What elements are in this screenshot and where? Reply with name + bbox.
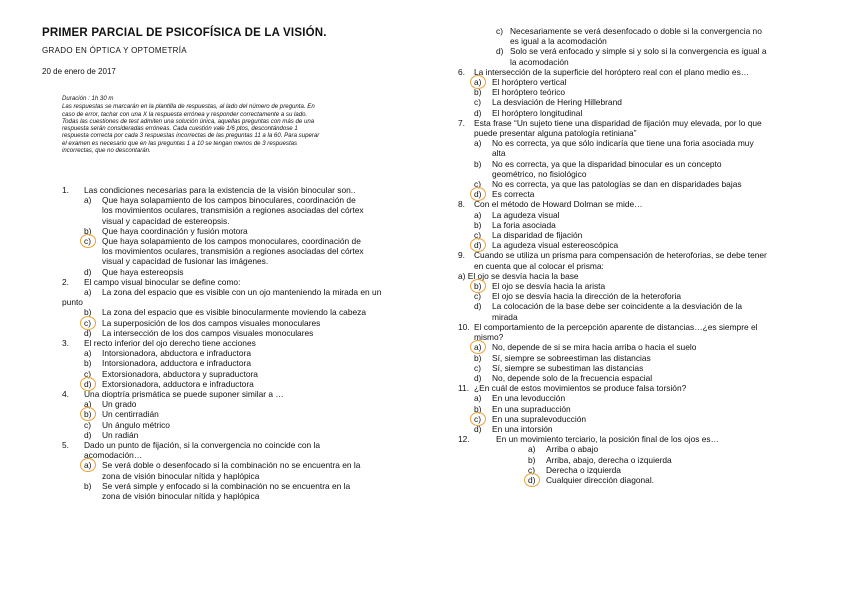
answer-option[interactable]: [458, 108, 818, 118]
answer-option[interactable]: [458, 353, 818, 363]
answer-option[interactable]: [62, 409, 412, 419]
question-text: en cuenta que al colocar el prisma:: [474, 260, 604, 271]
question: [458, 26, 818, 67]
answer-option[interactable]: [62, 379, 412, 389]
question-text: Con el método de Howard Dolman se mide…: [474, 199, 643, 210]
option-text: Que haya estereopsis: [102, 266, 184, 277]
instructions-line: Todas las cuestiones de test admiten una solución única, aquellas preguntas con más de una: [62, 117, 315, 125]
option-text: Extorsionadora, adductora e infraductora: [102, 378, 254, 389]
option-text: En una intorsión: [492, 423, 553, 434]
option-text: En una levoducción: [492, 393, 566, 404]
option-text: Extorsionadora, abductora y supraductora: [102, 368, 258, 379]
question-number: 6.: [458, 66, 465, 77]
option-text: El ojo se desvía hacia la dirección de la heteroforia: [492, 291, 682, 302]
option-label: b): [84, 307, 92, 318]
page-title: PRIMER PARCIAL DE PSICOFÍSICA DE LA VISIÓN.: [42, 27, 327, 39]
option-text: Es correcta: [492, 189, 535, 200]
answer-option[interactable]: [62, 460, 412, 480]
option-label: b): [84, 225, 92, 236]
instructions-line: caso de error, tachar con una X la respuesta errónea y responder correctamente a su lado.: [62, 110, 308, 118]
option-label: d): [84, 378, 92, 389]
option-text: Intorsionadora, abductora e infraductora: [102, 348, 251, 359]
option-text: El ojo se desvía hacia la arista: [492, 281, 606, 292]
question: [458, 322, 818, 383]
option-label: a): [84, 348, 92, 359]
option-label: c): [528, 464, 535, 475]
option-label: d): [84, 429, 92, 440]
instructions-line: respuesta correcta por cada 3 respuestas incorrectas de las preguntas 11 a la 60. Para superar: [62, 132, 320, 140]
instructions-line: el examen es necesario que en las preguntas 1 a 10 se tengan menos de 3 respuestas: [62, 139, 298, 147]
answer-option[interactable]: [458, 424, 818, 434]
option-text: alta: [492, 148, 506, 159]
answer-option[interactable]: [458, 179, 818, 189]
option-text: Que haya coordinación y fusión motora: [102, 225, 248, 236]
question: [458, 250, 818, 321]
answer-option[interactable]: [458, 301, 818, 321]
option-label: d): [528, 474, 536, 485]
option-label: c): [84, 317, 91, 328]
option-label: a): [84, 287, 92, 298]
degree-subtitle: GRADO EN ÓPTICA Y OPTOMETRÍA: [42, 46, 187, 55]
option-text: Que haya solapamiento de los campos monoculares, coordinación de: [102, 236, 361, 247]
option-text: visual y capacidad de estereopsis.: [102, 215, 230, 226]
question-text: En un movimiento terciario, la posición final de los ojos es…: [496, 434, 719, 445]
option-text: visual y capacidad de fusionar las imágenes.: [102, 256, 269, 267]
answer-option[interactable]: [458, 220, 818, 230]
question: [458, 383, 818, 434]
question-text: Las condiciones necesarias para la existencia de la visión binocular son..: [84, 185, 356, 195]
answer-option[interactable]: [458, 87, 818, 97]
option-text: Necesariamente se verá desenfocado o doble si la convergencia no: [510, 26, 762, 36]
answer-option[interactable]: [458, 404, 818, 414]
question: [458, 118, 818, 200]
question: [62, 185, 412, 277]
question-text: Dado un punto de fijación, si la convergencia no coincide con la: [84, 440, 321, 451]
question-number: 9.: [458, 250, 465, 261]
option-text: La zona del espacio que es visible binocularmente moviendo la cabeza: [102, 307, 366, 318]
option-text: geométrico, no fisiológico: [492, 168, 587, 179]
option-label: c): [496, 26, 503, 36]
option-text: La colocación de la base debe ser coincidente a la desviación de la: [492, 301, 743, 312]
option-text: los movimientos oculares, transmisión a regiones asociadas del córtex: [102, 205, 364, 216]
answer-option[interactable]: [458, 97, 818, 107]
question-number: 12.: [458, 434, 470, 445]
option-text: Se verá simple y enfocado si la combinación no se encuentra en la: [102, 480, 351, 491]
answer-option[interactable]: [62, 369, 412, 379]
option-text: punto: [62, 297, 83, 308]
option-text: Un centirradián: [102, 409, 159, 420]
option-label: c): [474, 179, 481, 190]
option-label: b): [474, 281, 482, 292]
answer-option[interactable]: [62, 307, 412, 317]
option-label: c): [474, 97, 481, 108]
question-text: El campo visual binocular se define como:: [84, 276, 241, 287]
option-text: En una supralevoducción: [492, 413, 587, 424]
instructions-line: incorrectas, que no descontarán.: [62, 147, 151, 155]
answer-option[interactable]: [62, 358, 412, 368]
answer-option[interactable]: [458, 291, 818, 301]
option-label: d): [474, 240, 482, 251]
option-label: d): [84, 327, 92, 338]
question-text: El recto inferior del ojo derecho tiene acciones: [84, 338, 256, 349]
answer-option[interactable]: [458, 444, 818, 454]
option-text: zona de visión binocular nítida y haplópica: [102, 470, 260, 481]
option-label: a): [474, 209, 482, 220]
question-number: 5.: [62, 440, 69, 451]
option-text: Sí, siempre se subestiman las distancias: [492, 362, 644, 373]
option-text: La zona del espacio que es visible con un ojo manteniendo la mirada en un: [102, 287, 382, 298]
option-text: La desviación de Hering Hillebrand: [492, 97, 622, 108]
option-label: d): [474, 423, 482, 434]
question-text: puede presentar alguna patología retiniana”: [474, 128, 637, 139]
option-text: El horóptero teórico: [492, 87, 566, 98]
option-text: No es correcta, ya que sólo indicaría que tiene una foria asociada muy: [492, 138, 754, 149]
answer-option[interactable]: [458, 373, 818, 383]
option-text: es igual a la acomodación: [510, 36, 607, 47]
option-text: Un ángulo métrico: [102, 419, 170, 430]
option-label: a): [474, 393, 482, 404]
option-text: Un radián: [102, 429, 139, 440]
answer-option[interactable]: [458, 210, 818, 220]
question-number: 3.: [62, 338, 69, 349]
option-text: No, depende solo de la frecuencia espacial: [492, 372, 653, 383]
answer-option[interactable]: [62, 195, 412, 226]
answer-option[interactable]: [458, 138, 818, 158]
question-text: El comportamiento de la percepción aparente de distancias…¿es siempre el: [474, 321, 758, 332]
answer-option[interactable]: [62, 328, 412, 338]
option-text: No, depende de si se mira hacia arriba o hacia el suelo: [492, 342, 697, 353]
question-number: 7.: [458, 117, 465, 128]
option-label: b): [528, 454, 536, 465]
option-text: Intorsionadora, adductora e infraductora: [102, 358, 251, 369]
option-text: La foria asociada: [492, 219, 556, 230]
answer-option[interactable]: [62, 287, 412, 307]
answer-mark-circle: [80, 234, 96, 248]
question-text: mismo?: [474, 332, 504, 343]
option-text: Sí, siempre se sobreestiman las distancias: [492, 352, 651, 363]
option-text: los movimientos oculares, transmisión a regiones asociadas del córtex: [102, 246, 364, 257]
answer-option[interactable]: [62, 236, 412, 267]
option-text: No es correcta, ya que las patologías se dan en disparidades bajas: [492, 179, 742, 190]
instructions-line: Las respuestas se marcarán en la plantilla de respuestas, al lado del número de pregunta. En: [62, 103, 315, 111]
option-label: d): [474, 189, 482, 200]
question-number: 8.: [458, 199, 465, 210]
answer-option[interactable]: [62, 420, 412, 430]
option-label: a): [84, 460, 92, 471]
option-text: El horóptero longitudinal: [492, 107, 583, 118]
instructions-duration: Duración : 1h 30 m: [62, 95, 114, 102]
answer-option[interactable]: [458, 465, 818, 475]
option-text: mirada: [492, 311, 518, 322]
answer-mark-circle: [524, 473, 540, 487]
instructions: [62, 95, 402, 154]
question: [458, 67, 818, 118]
option-text: Se verá doble o desenfocado si la combinación no se encuentra en la: [102, 460, 361, 471]
option-text: En una supraducción: [492, 403, 571, 414]
exam-date: 20 de enero de 2017: [42, 67, 116, 76]
question: [458, 434, 818, 485]
option-label: d): [474, 301, 482, 312]
instructions-line: respuesta serán consideradas erróneas. Cada cuestión vale 1/6 ptos, descontándose 1: [62, 125, 298, 133]
option-text: La intersección de los dos campos visuales monoculares: [102, 327, 314, 338]
question-number: 10.: [458, 321, 470, 332]
option-label: c): [474, 291, 481, 302]
question: [62, 440, 412, 501]
option-label: c): [84, 368, 91, 379]
question-number: 4.: [62, 389, 69, 400]
option-label: c): [474, 230, 481, 241]
option-label: b): [474, 158, 482, 169]
question: [62, 277, 412, 338]
answer-option[interactable]: [62, 348, 412, 358]
option-label: d): [496, 46, 504, 57]
question-text: a) El ojo se desvía hacia la base: [458, 270, 579, 281]
option-label: b): [474, 403, 482, 414]
option-label: b): [474, 352, 482, 363]
answer-option[interactable]: [62, 399, 412, 409]
option-label: a): [528, 444, 536, 455]
answer-option[interactable]: [458, 342, 818, 352]
left-column: [62, 185, 412, 501]
option-label: d): [474, 107, 482, 118]
option-text: Derecha o izquierda: [546, 464, 621, 475]
option-text: la acomodación: [510, 56, 569, 67]
option-text: Cualquier dirección diagonal.: [546, 474, 655, 485]
answer-option[interactable]: [458, 159, 818, 179]
question-number: 11.: [458, 383, 470, 394]
question-text: Cuando se utiliza un prisma para compensación de heteroforias, se debe tener: [474, 250, 767, 261]
answer-option[interactable]: [458, 393, 818, 403]
question-text: ¿En cuál de estos movimientos se produce falsa torsión?: [474, 383, 687, 394]
option-label: a): [84, 195, 92, 206]
answer-option[interactable]: [458, 455, 818, 465]
option-text: Que haya solapamiento de los campos binoculares, coordinación de: [102, 195, 356, 206]
option-label: a): [84, 399, 92, 410]
answer-option[interactable]: [458, 26, 818, 46]
question-text: La intersección de la superficie del horóptero real con el plano medio es…: [474, 66, 750, 77]
option-label: c): [474, 413, 481, 424]
option-text: El horóptero vertical: [492, 77, 567, 88]
option-label: a): [474, 138, 482, 149]
right-column: [458, 26, 818, 485]
option-label: b): [84, 409, 92, 420]
option-label: b): [474, 87, 482, 98]
answer-option[interactable]: [62, 267, 412, 277]
option-label: c): [84, 419, 91, 430]
option-label: b): [84, 480, 92, 491]
answer-option[interactable]: [62, 226, 412, 236]
option-label: c): [84, 236, 91, 247]
question-text: Esta frase “Un sujeto tiene una disparidad de fijación muy elevada, por lo que: [474, 117, 762, 128]
option-label: c): [474, 362, 481, 373]
option-text: La superposición de los dos campos visuales monoculares: [102, 317, 321, 328]
option-label: a): [474, 342, 482, 353]
question-text: Una dioptría prismática se puede suponer similar a …: [84, 389, 284, 400]
option-label: b): [474, 219, 482, 230]
answer-option[interactable]: [458, 189, 818, 199]
option-text: Arriba, abajo, derecha o izquierda: [546, 454, 672, 465]
option-text: Solo se verá enfocado y simple si y solo si la convergencia es igual a: [510, 46, 767, 57]
question-number: 1.: [62, 185, 69, 195]
question-number: 2.: [62, 276, 69, 287]
question-text: acomodación…: [84, 450, 143, 461]
question: [62, 338, 412, 389]
answer-option[interactable]: [62, 481, 412, 501]
option-text: Arriba o abajo: [546, 444, 599, 455]
answer-option[interactable]: [62, 430, 412, 440]
option-label: d): [474, 372, 482, 383]
option-text: No es correcta, ya que la disparidad binocular es un concepto: [492, 158, 722, 169]
option-text: La agudeza visual estereoscópica: [492, 240, 619, 251]
option-text: zona de visión binocular nítida y haplópica: [102, 491, 260, 502]
answer-option[interactable]: [458, 230, 818, 240]
option-label: d): [84, 266, 92, 277]
answer-option[interactable]: [62, 318, 412, 328]
question: [62, 389, 412, 440]
option-text: Un grado: [102, 399, 137, 410]
answer-option[interactable]: [458, 240, 818, 250]
answer-option[interactable]: [458, 414, 818, 424]
answer-option[interactable]: [458, 363, 818, 373]
option-label: b): [84, 358, 92, 369]
answer-option[interactable]: [458, 46, 818, 66]
answer-option[interactable]: [458, 475, 818, 485]
option-text: La disparidad de fijación: [492, 230, 583, 241]
answer-option[interactable]: [458, 77, 818, 87]
question: [458, 199, 818, 250]
option-label: a): [474, 77, 482, 88]
answer-option[interactable]: [458, 281, 818, 291]
option-text: La agudeza visual: [492, 209, 560, 220]
